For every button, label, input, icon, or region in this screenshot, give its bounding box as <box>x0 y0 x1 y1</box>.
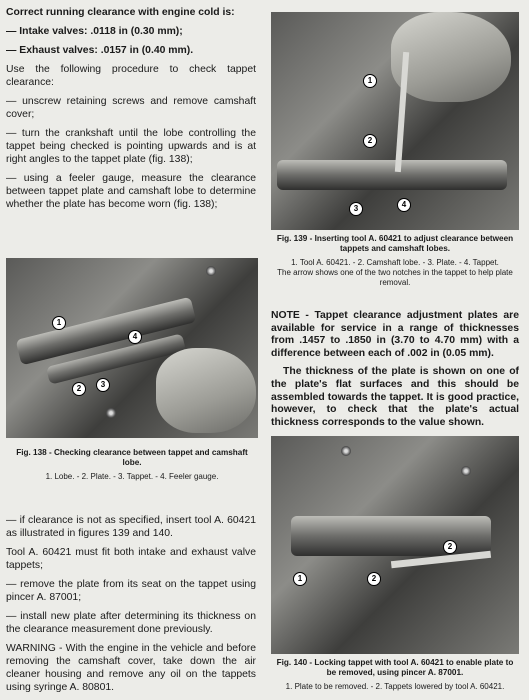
callout-1: 1 <box>52 316 66 330</box>
note-text: NOTE - Tappet clearance adjustment plates are available for service in a range of thicknesses from .1457 to .1850 in (3.70 to 4.70 mm) with a difference between each of .002 in (0.05 mm). <box>271 310 519 359</box>
fig138-title: Fig. 138 - Checking clearance between tappet and camshaft lobe. <box>16 448 248 467</box>
clearance-heading: Correct running clearance with engine cold is: <box>6 7 235 18</box>
hand-with-tool <box>391 12 511 102</box>
callout-3: 3 <box>96 378 110 392</box>
warning-text: WARNING - With the engine in the vehicle and before removing the camshaft cover, take down the air cleaner housing and remove any oil on the tappets using syringe A. 80801. <box>6 643 256 693</box>
hand-with-feeler-gauge <box>156 348 256 433</box>
fig140-photo <box>271 436 519 654</box>
step-remove-plate: — remove the plate from its seat on the tappet using pincer A. 87001; <box>6 579 256 603</box>
bolt <box>461 466 471 476</box>
bolt <box>341 446 351 456</box>
callout-1: 1 <box>363 74 377 88</box>
fig139-legend: 1. Tool A. 60421. - 2. Camshaft lobe. - 3. Plate. - 4. Tappet. <box>291 258 499 267</box>
procedure-intro: Use the following procedure to check tappet clearance: <box>6 64 256 88</box>
left-bottom-text <box>6 514 256 700</box>
step-turn-crankshaft: — turn the crankshaft until the lobe controlling the tappet being checked is pointing upwards and is at right angles to the tappet plate (fig. 138); <box>6 128 256 165</box>
callout-4: 4 <box>128 330 142 344</box>
fig140-caption <box>271 658 519 692</box>
left-top-text <box>6 6 256 217</box>
camshaft-lobe <box>291 516 491 556</box>
step-feeler-gauge: — using a feeler gauge, measure the clearance between tappet plate and camshaft lobe to determine whether the plate has become worn (fig. 138); <box>6 173 256 210</box>
step-insert-tool: — if clearance is not as specified, insert tool A. 60421 as illustrated in figures 139 and 140. <box>6 515 256 539</box>
fig139-title: Fig. 139 - Inserting tool A. 60421 to adjust clearance between tappets and camshaft lobes. <box>276 234 514 253</box>
step-install-plate: — install new plate after determining its thickness on the clearance measurement done previously. <box>6 611 256 635</box>
intake-spec: — Intake valves: .0118 in (0.30 mm); <box>6 26 183 37</box>
callout-2: 2 <box>363 134 377 148</box>
tool-note: Tool A. 60421 must fit both intake and exhaust valve tappets; <box>6 547 256 571</box>
fig140-legend: 1. Plate to be removed. - 2. Tappets lowered by tool A. 60421. <box>285 682 505 691</box>
note-text-2: The thickness of the plate is shown on one of the plate's flat surfaces and this should be assembled towards the tappet. It is good practice, however, to check that the plate's actual thickness corresponds to the value shown. <box>271 366 519 428</box>
fig138-caption <box>6 448 258 482</box>
fig140-title: Fig. 140 - Locking tappet with tool A. 60421 to enable plate to be removed, using pincer A. 87001. <box>276 658 514 677</box>
camshaft-lobe <box>277 160 507 190</box>
exhaust-spec: — Exhaust valves: .0157 in (0.40 mm). <box>6 45 194 56</box>
fig138-photo <box>6 258 258 438</box>
bolt <box>206 266 216 276</box>
callout-1: 1 <box>293 572 307 586</box>
callout-2: 2 <box>72 382 86 396</box>
fig139-caption <box>271 234 519 288</box>
fig138-legend: 1. Lobe. - 2. Plate. - 3. Tappet. - 4. Feeler gauge. <box>45 472 219 481</box>
callout-2: 2 <box>367 572 381 586</box>
note-block <box>271 310 519 435</box>
callout-2b: 2 <box>443 540 457 554</box>
callout-3: 3 <box>349 202 363 216</box>
fig139-arrow-note: The arrow shows one of the two notches in the tappet to help plate removal. <box>277 268 513 287</box>
fig139-photo <box>271 12 519 230</box>
step-remove-cover: — unscrew retaining screws and remove camshaft cover; <box>6 96 256 120</box>
callout-4: 4 <box>397 198 411 212</box>
bolt <box>106 408 116 418</box>
